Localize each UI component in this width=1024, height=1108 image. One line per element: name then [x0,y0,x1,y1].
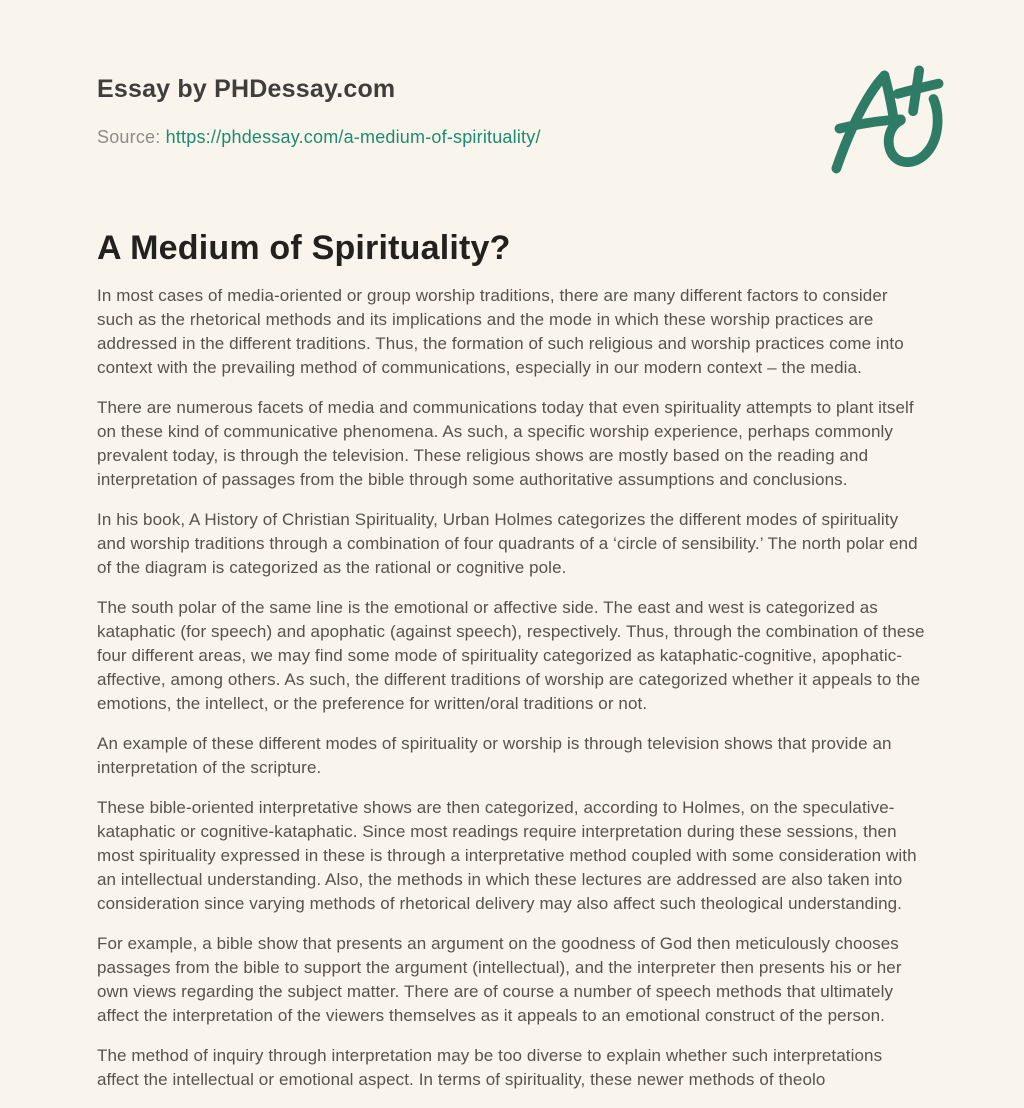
brand-heading: Essay by PHDessay.com [97,75,396,103]
essay-paragraph: In most cases of media-oriented or group worship traditions, there are many different factors to consider such as the rhetorical methods and its implications and the mode in which these worship practices are addressed in the different traditions. Thus, the formation of such religious and worship practices come into context with the prevailing method of communications, especially in our modern context – the media. [97,286,904,377]
essay-paragraph: In his book, A History of Christian Spirituality, Urban Holmes categorizes the different modes of spirituality and worship traditions through a combination of four quadrants of a ‘circle of sensibility.’ The north polar end of the diagram is categorized as the rational or cognitive pole. [97,510,918,577]
source-link[interactable]: https://phdessay.com/a-medium-of-spirituality/ [165,127,541,147]
page-title: A Medium of Spirituality? [97,229,511,267]
essay-paragraph: The method of inquiry through interpretation may be too diverse to explain whether such interpretations affect the intellectual or emotional aspect. In terms of spirituality, these newer methods of theolo [97,1046,883,1089]
essay-body [97,284,925,1092]
source-label: Source: [97,127,161,147]
essay-paragraph: An example of these different modes of spirituality or worship is through television shows that provide an interpretation of the scripture. [97,734,892,777]
essay-paragraph: For example, a bible show that presents an argument on the goodness of God then meticulously chooses passages from the bible to support the argument (intellectual), and the interpreter then presents his or her own views regarding the subject matter. There are of course a number of speech methods that ultimately affect the interpretation of the viewers themselves as it appeals to an emotional construct of the person. [97,934,902,1025]
page-header [97,75,925,148]
essay-paragraph: There are numerous facets of media and communications today that even spirituality attempts to plant itself on these kind of communicative phenomena. As such, a specific worship experience, perhaps commonly prevalent today, is through the television. These religious shows are mostly based on the reading and interpretation of passages from the bible through some authoritative assumptions and conclusions. [97,398,914,489]
a-plus-logo-icon [820,62,956,186]
essay-paragraph: The south polar of the same line is the emotional or affective side. The east and west is categorized as kataphatic (for speech) and apophatic (against speech), respectively. Thus, through the combination of these four different areas, we may find some mode of spirituality categorized as kataphatic-cognitive, apophatic-affective, among others. As such, the different traditions of worship are categorized whether it appeals to the emotions, the intellect, or the preference for written/oral traditions or not. [97,598,925,713]
source-line [97,127,925,148]
essay-paragraph: These bible-oriented interpretative shows are then categorized, according to Holmes, on the speculative-kataphatic or cognitive-kataphatic. Since most readings require interpretation during these sessions, then most spirituality expressed in these is through a interpretative method coupled with some consideration with an intellectual understanding. Also, the methods in which these lectures are addressed are also taken into consideration since varying methods of rhetorical delivery may also affect such theological understanding. [97,798,917,913]
